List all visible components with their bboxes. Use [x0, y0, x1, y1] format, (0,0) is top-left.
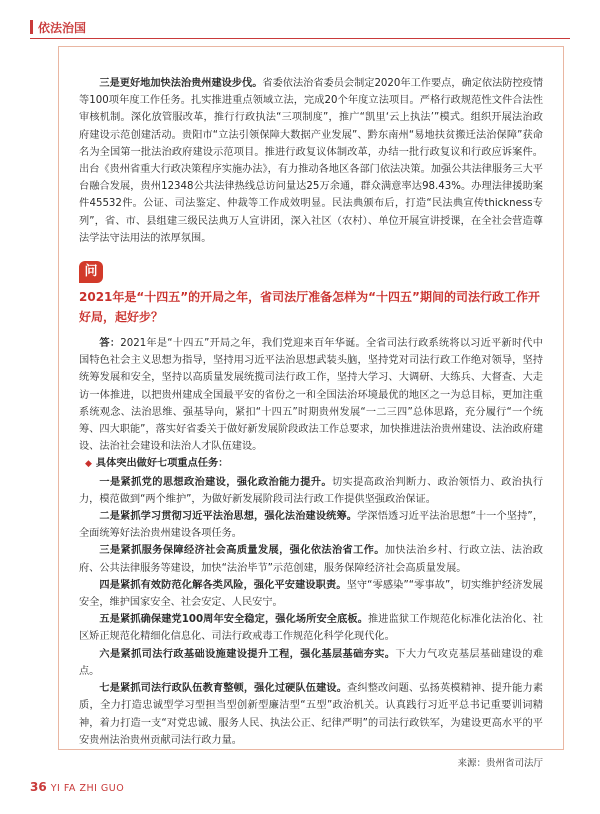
- article-source: 来源：贵州省司法厅: [457, 757, 543, 769]
- section-title: 依法治国: [38, 21, 87, 35]
- question-text: 2021年是“十四五”的开局之年，省司法厅准备怎样为“十四五”期间的司法行政工作开好局，起好步？: [79, 290, 540, 325]
- task-item: [79, 646, 543, 680]
- tasks-heading: [79, 455, 543, 473]
- task-text: 坚守“零感染”“零事故”，切实维护经济发展安全，维护国家安全、社会安定、人民安宁。: [79, 579, 543, 609]
- task-item: [79, 474, 543, 508]
- article-frame: [58, 46, 564, 769]
- task-text: 学深悟透习近平法治思想“十一个坚持”，全面统筹好法治贵州建设各项任务。: [79, 511, 544, 540]
- task-lead: 一是紧抓党的思想政治建设，强化政治能力提升。: [99, 476, 332, 488]
- question-block: [79, 261, 543, 329]
- task-text: 查纠整改问题、弘扬英模精神、提升能力素质，全力打造忠诚型学习型担当型创新型廉洁型“五型”政治机关。认真践行习近平总书记重要训词精神，着力打造一支“对党忠诚、服务人民、执法公正、纪律严明”的司法行政铁军，为建设更高水平的平安贵州法治贵州贡献司法行政力量。: [79, 683, 544, 746]
- task-lead: 五是紧抓确保建党100周年安全稳定，强化场所安全底板。: [99, 614, 368, 626]
- task-lead: 三是紧抓服务保障经济社会高质量发展，强化依法治省工作。: [99, 545, 385, 557]
- magazine-name: YI FA ZHI GUO: [50, 783, 125, 794]
- task-lead: 四是紧抓有效防范化解各类风险，强化平安建设职责。: [99, 579, 347, 591]
- answer-text: 2021年是“十四五”开局之年，我们党迎来百年华诞。全省司法行政系统将以习近平新时代中国特色社会主义思想为指导，坚持用习近平法治思想武装头脑，坚持党对司法行政工作绝对领导，坚持统筹发展和安全，坚持以高质量发展统揽司法行政工作，坚持大学习、大调研、大练兵、大督查、大走访一体推进，以把贵州建成全国最平安的省份之一和全国法治环境最优的地区之一为总目标，更加注重系统观念、法治思维、强基导向，紧扣“十四五”时期贵州发展“一二三四”总体思路，充分履行“一个统筹、四大职能”，落实好省委关于做好新发展阶段政法工作总要求，加快推进法治贵州建设、法治政府建设、法治社会建设和法治人才队伍建设。: [79, 338, 543, 453]
- intro-text: 省委依法治省委员会制定2020年工作要点，确定依法防控疫情等100项年度工作任务。扎实推进重点领域立法，完成20个年度立法项目。严格行政规范性文件合法性审核机制。深化放管服改革，推行行政执法“三项制度”，推广“凯里‘云上执法’”模式。组织开展法治政府建设示范创建活动。贵阳市“立法引领保障大数据产业发展”、黔东南州“易地扶贫搬迁法治保障”获命名为全国第一批法治政府建设示范项目。推进行政复议体制改革，办结一批行政复议和行政应诉案件。出台《贵州省重大行政决策程序实施办法》，有力推动各地区各部门依法决策。加强公共法律服务三大平台融合发展，贵州12348公共法律热线总访问量达25万余通，群众满意率达98.43%。办理法律援助案件45532件。公证、司法鉴定、仲裁等工作成效明显。民法典颁布后，打造“民法典宣传thickness专列”，省、市、县组建三级民法典万人宣讲团，深入社区（农村）、单位开展宣讲授课，在全社会营造尊法学法守法用法的浓厚氛围。: [79, 78, 544, 244]
- task-text: 下大力气攻克基层基础建设的难点。: [79, 648, 544, 677]
- tasks-heading-text: 具体突出做好七项重点任务：: [95, 458, 229, 470]
- intro-lead: 三是更好地加快法治贵州建设步伐。: [99, 78, 263, 89]
- task-lead: 七是紧抓司法行政队伍教育整顿，强化过硬队伍建设。: [99, 683, 348, 695]
- page-number: 36: [30, 780, 47, 794]
- task-item: [79, 542, 543, 576]
- answer-paragraph: [79, 335, 543, 455]
- task-text: 切实提高政治判断力、政治领悟力、政治执行力，模范做到“两个维护”，为做好新发展阶段司法行政工作提供坚强政治保证。: [79, 476, 544, 505]
- intro-paragraph: [79, 75, 543, 247]
- task-lead: 二是紧抓学习贯彻习近平法治思想，强化法治建设统筹。: [99, 511, 358, 523]
- answer-lead: 答：: [99, 338, 121, 350]
- header-accent-bar: [30, 20, 33, 34]
- task-lead: 六是紧抓司法行政基础设施建设提升工程，强化基层基础夯实。: [99, 648, 396, 660]
- page-footer: [30, 776, 124, 792]
- task-item: [79, 577, 543, 611]
- task-item: [79, 508, 543, 542]
- diamond-bullet-icon: ◆: [85, 459, 92, 470]
- page-header: [30, 18, 570, 39]
- task-text: 推进监狱工作规范化标准化法治化、社区矫正规范化精细化信息化、司法行政戒毒工作规范化科学化现代化。: [79, 614, 544, 643]
- question-badge: 问: [79, 261, 103, 283]
- task-text: 加快法治乡村、行政立法、法治政府、公共法律服务等建设，加快“法治毕节”示范创建，服务保障经济社会高质量发展。: [79, 545, 543, 574]
- task-item: [79, 680, 543, 749]
- task-item: [79, 611, 543, 645]
